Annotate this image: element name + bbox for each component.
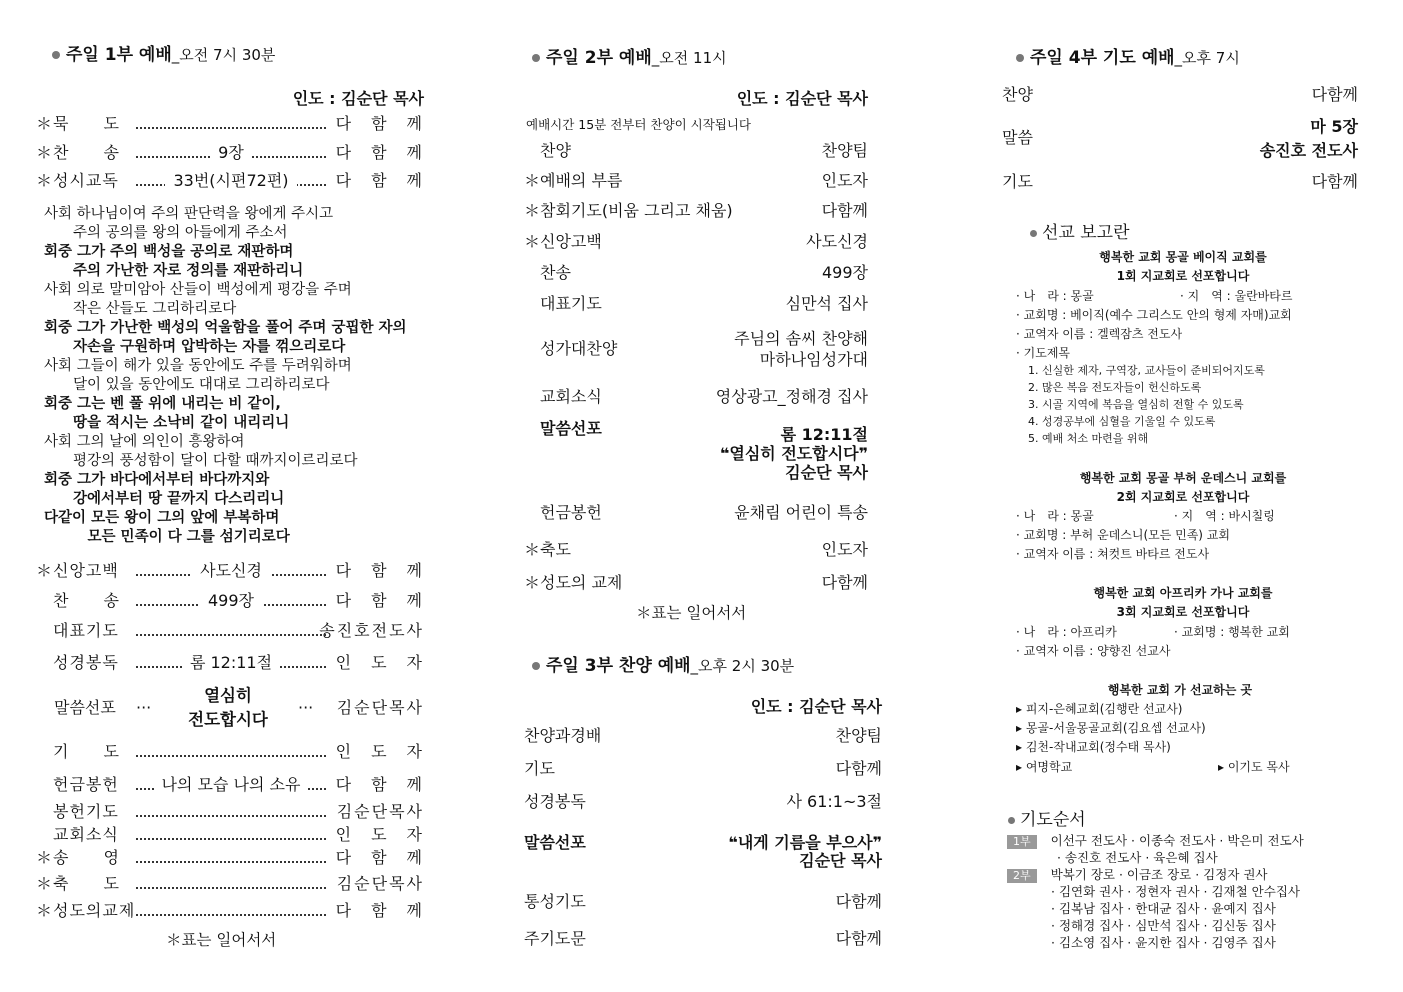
order-item [524, 231, 876, 253]
detail-text: 499장 [200, 591, 262, 610]
sermon-label: 말씀선포 [524, 833, 586, 852]
sermon-dots-right: ··· [298, 698, 314, 717]
title-text: 주일 1부 예배 [66, 45, 172, 65]
responsive-line: 평강의 풍성함이 달이 다할 때까지이르리로다 [44, 453, 358, 469]
order-item-label: 찬양 [524, 141, 571, 160]
news-label: 교회소식 [524, 387, 602, 406]
mission-place: ▸ 여명학교 [1016, 760, 1073, 774]
prayer-order-1-line-1: 이선구 전도사 · 이종숙 전도사 · 박은미 전도사 [1050, 833, 1304, 848]
responsive-line: 회중 그는 벤 풀 위에 내리는 비 같이, [44, 396, 281, 412]
mission2-region: · 지 역 : 바시칠링 [1174, 509, 1275, 523]
mission-place: ▸ 피지-은혜교회(김행란 선교사) [1016, 702, 1183, 716]
order-item [524, 758, 882, 780]
order-item [524, 539, 876, 561]
mission1-head-1: 행복한 교회 몽골 베이직 교회를 [1099, 250, 1267, 264]
choir-row [524, 328, 876, 372]
sermon-scripture: 롬 12:11절 [780, 425, 868, 444]
leader-dots [136, 861, 326, 863]
prayer-order-2-line-4: · 정해경 집사 · 심만석 집사 · 김신동 집사 [1051, 918, 1276, 933]
mission2-church: · 교회명 : 부허 운데스니(모든 민족) 교회 [1016, 528, 1230, 542]
responsive-line: 사회 그의 날에 의인이 흥왕하여 [44, 434, 245, 450]
order-item-label: ＊신앙고백 [524, 232, 602, 251]
order-item [36, 801, 436, 823]
order-item-label: 찬송 [524, 263, 571, 282]
order-item-value: 인 도 자 [335, 653, 424, 672]
order-item-label: ＊참회기도(비움 그리고 채움) [524, 201, 733, 220]
sermon-label: 말씀선포 [54, 698, 116, 717]
responsive-line: 주의 공의를 왕의 아들에게 주소서 [44, 225, 288, 241]
order-item [524, 170, 876, 192]
responsive-line: 회중 그가 가난한 백성의 억울함을 풀어 주며 궁핍한 자의 [44, 320, 407, 336]
detail-text: 33번(시편72편) [165, 171, 296, 190]
order-item-label: ＊신앙고백 [36, 561, 119, 580]
order-item-value: 다 함 께 [335, 561, 424, 580]
mission1-head [1002, 248, 1364, 285]
mission3-head [1002, 584, 1364, 621]
stand-note: ＊표는 일어서서 [636, 604, 747, 622]
detail-text: 9장 [210, 143, 252, 162]
order-item [36, 113, 436, 135]
order-item-value: 다 함 께 [335, 591, 424, 610]
order-item-value: 윤채림 어린이 특송 [734, 503, 868, 522]
responsive-line: 회중 그가 주의 백성을 공의로 재판하며 [44, 244, 294, 260]
leader: 인도 : 김순단 목사 [292, 89, 424, 108]
leader-dots [136, 887, 326, 889]
mission-place: ▸ 김천-작내교회(정수태 목사) [1016, 740, 1171, 754]
bullet-icon [532, 54, 540, 62]
order-item-value: 다 함 께 [335, 775, 424, 794]
order-item-label: ＊송 영 [36, 848, 120, 867]
order-item [36, 560, 436, 582]
order-item [36, 847, 436, 869]
title-text: 주일 2부 예배 [546, 48, 652, 68]
order-item-label: 찬양 [1002, 85, 1033, 104]
order-item-value: 다함께 [835, 759, 882, 778]
order-item-label: ＊묵 도 [36, 114, 120, 133]
order-item-label: 기도 [524, 759, 555, 778]
worship-notice: 예배시간 15분 전부터 찬양이 시작됩니다 [526, 117, 751, 132]
bullet-icon [52, 51, 60, 59]
prayer-order-2 [1007, 866, 1300, 951]
column-service-1 [36, 0, 436, 992]
order-item-label: 성경봉독 [524, 792, 586, 811]
order-item-value: 인도자 [821, 171, 868, 190]
detail-text: 롬 12:11절 [182, 653, 280, 672]
sermon-title: ❝열심히 전도합시다❞ [720, 444, 868, 463]
mission3-church: · 교회명 : 행복한 교회 [1174, 625, 1290, 639]
order-item [36, 774, 436, 796]
order-item-label: 통성기도 [524, 892, 586, 911]
mission4-extra: ▸ 이기도 목사 [1218, 760, 1290, 774]
order-item-label: 성경봉독 [36, 653, 119, 672]
order-item [524, 140, 876, 162]
bullet-icon [1030, 230, 1037, 237]
order-item-value: 찬양팀 [835, 726, 882, 745]
order-item-value: 다 함 께 [335, 901, 424, 920]
sermon-preacher: 김순단 목사 [785, 463, 868, 482]
prayer-label: 기도 [1002, 172, 1033, 191]
order-item-label: 헌금봉헌 [36, 775, 119, 794]
leader-dots [136, 838, 326, 840]
order-item-value: 김순단목사 [336, 802, 424, 821]
mission1-country: · 나 라 : 몽골 [1016, 289, 1094, 303]
order-item-value: 다함께 [1311, 85, 1358, 104]
sermon-label: 말씀 [1002, 128, 1033, 147]
order-item [36, 170, 436, 192]
responsive-line: 회중 그가 바다에서부터 바다까지와 [44, 472, 270, 488]
sermon-preacher: 김순단 목사 [799, 851, 882, 870]
order-item-value: 김순단목사 [336, 874, 424, 893]
order-item-label: ＊예배의 부름 [524, 171, 623, 190]
mission1-region: · 지 역 : 울란바타르 [1180, 289, 1293, 303]
sermon-title-1: 열심히 [204, 686, 252, 705]
sermon-label: 말씀선포 [524, 419, 602, 438]
mission3-worker: · 교역자 이름 : 양향진 선교사 [1016, 644, 1171, 658]
responsive-line: 사회 그들이 해가 있을 동안에도 주를 두려워하며 [44, 358, 352, 374]
badge-part-1: 1부 [1007, 835, 1037, 849]
mission3-country: · 나 라 : 아프리카 [1016, 625, 1117, 639]
sermon-title [184, 684, 272, 732]
prayer-order-title-text: 기도순서 [1020, 810, 1086, 830]
sermon-row [36, 686, 436, 729]
mission1-head-2: 1회 지교회로 선포합니다 [1116, 268, 1250, 283]
mission1-prayer-head: · 기도제목 [1016, 346, 1070, 360]
order-item-value: 다함께 [821, 573, 868, 592]
title-text: 주일 3부 찬양 예배 [546, 656, 691, 676]
bullet-icon [1016, 54, 1024, 62]
order-item-detail [136, 774, 326, 796]
prayer-value: 다함께 [1311, 172, 1358, 191]
mission2-country: · 나 라 : 몽골 [1016, 509, 1094, 523]
responsive-line: 주의 가난한 자로 정의를 재판하리니 [44, 263, 304, 279]
choir-label: 성가대찬양 [524, 339, 618, 358]
order-item [36, 873, 436, 895]
order-item-label: ＊성도의교제 [36, 901, 136, 920]
order-item-label: 봉헌기도 [36, 802, 119, 821]
responsive-line: 모든 민족이 다 그를 섬기리로다 [44, 529, 290, 545]
order-item [524, 891, 882, 913]
detail-text: 사도신경 [192, 561, 270, 580]
mission2-worker: · 교역자 이름 : 쳐컷트 바타르 전도사 [1016, 547, 1210, 561]
title-sub: _오전 7시 30분 [171, 46, 276, 64]
mission1-church: · 교회명 : 베이직(예수 그리스도 안의 형제 자매)교회 [1016, 308, 1292, 322]
news-value: 영상광고_정해경 집사 [715, 387, 868, 406]
responsive-line: 자손을 구원하며 압박하는 자를 꺾으리로다 [44, 339, 346, 355]
order-item [524, 725, 882, 747]
prayer-order-2-line-5: · 김소영 집사 · 윤지한 집사 · 김영주 집사 [1051, 935, 1276, 950]
prayer-order-1-line-2: · 송진호 전도사 · 육은혜 집사 [1057, 850, 1218, 865]
prayer-topic: 2. 많은 복음 전도자들이 헌신하도록 [1028, 381, 1202, 394]
order-item-label: 기 도 [36, 742, 120, 761]
order-item-value: 다 함 께 [335, 143, 424, 162]
order-item-value: 사도신경 [806, 232, 868, 251]
sermon-title-2: 전도합시다 [188, 710, 268, 729]
bullet-icon [1008, 817, 1015, 824]
sermon-row-3 [524, 832, 882, 872]
order-item-value: 심만석 집사 [785, 294, 868, 313]
order-item-detail [136, 590, 326, 612]
stand-note: ＊표는 일어서서 [166, 931, 277, 949]
order-item-value: 사 61:1~3절 [786, 792, 882, 811]
mission-title-text: 선교 보고란 [1042, 223, 1130, 243]
column-service-2 [524, 0, 882, 992]
order-item-value: 499장 [822, 263, 868, 282]
mission3-head-2: 3회 지교회로 선포합니다 [1116, 604, 1250, 619]
title-sub: _오전 11시 [651, 49, 727, 67]
mission4-head: 행복한 교회 가 선교하는 곳 [1107, 683, 1253, 697]
mission-place: ▸ 몽골-서울몽골교회(김요셉 선교사) [1016, 721, 1206, 735]
order-item-label: 교회소식 [36, 825, 119, 844]
section-title-service-1 [52, 40, 275, 65]
order-item-value: 송진호전도사 [319, 621, 424, 640]
title-text: 주일 4부 기도 예배 [1030, 48, 1175, 68]
order-item-label: 주기도문 [524, 929, 586, 948]
order-item [524, 572, 876, 594]
order-item-value: 다 함 께 [335, 848, 424, 867]
order-item-label: ＊성도의 교제 [524, 573, 623, 592]
order-item [36, 741, 436, 763]
leader-dots [136, 914, 326, 916]
prayer-topic: 5. 예배 처소 마련을 위해 [1028, 432, 1149, 445]
order-item-label: 대표기도 [36, 621, 119, 640]
responsive-line: 달이 있을 동안에도 대대로 그리하리로다 [44, 377, 330, 393]
order-item [524, 200, 876, 222]
mission2-head-1: 행복한 교회 몽골 부허 운데스니 교회를 [1079, 471, 1287, 485]
sermon-row [524, 418, 876, 484]
order-item-label: 찬양과경배 [524, 726, 602, 745]
order-item-value: 다 함 께 [335, 171, 424, 190]
order-item [524, 791, 882, 813]
mission2-head-2: 2회 지교회로 선포합니다 [1116, 489, 1250, 504]
leader-dots [136, 127, 326, 129]
prayer-topic: 1. 신실한 제자, 구역장, 교사들이 준비되어지도록 [1028, 364, 1265, 377]
responsive-line: 사회 하나님이여 주의 판단력을 왕에게 주시고 [44, 206, 334, 222]
order-item-label: 찬 송 [36, 591, 120, 610]
responsive-line: 강에서부터 땅 끝까지 다스리리니 [44, 491, 285, 507]
order-item-value: 다 함 께 [335, 114, 424, 133]
news-row [524, 386, 876, 408]
title-sub: _오후 2시 30분 [690, 657, 795, 675]
order-item-label: 대표기도 [524, 294, 602, 313]
section-title-service-3 [532, 651, 794, 676]
order-item [36, 900, 436, 922]
section-title-service-2 [532, 43, 727, 68]
order-item-value: 찬양팀 [821, 141, 868, 160]
sermon-preacher: 김순단목사 [336, 698, 424, 717]
prayer-row [1002, 171, 1364, 193]
mission2-head [1002, 469, 1364, 506]
order-item-label: ＊찬 송 [36, 143, 120, 162]
responsive-line: 땅을 적시는 소낙비 같이 내리리니 [44, 415, 290, 431]
order-item-detail [136, 142, 326, 164]
prayer-topic: 4. 성경공부에 심혈을 기울일 수 있도록 [1028, 415, 1216, 428]
order-item-value: 인 도 자 [335, 742, 424, 761]
order-item [524, 293, 876, 315]
prayer-order-1 [1007, 832, 1304, 866]
order-item [36, 620, 436, 642]
choir-name: 마하나임성가대 [759, 350, 868, 369]
order-item [1002, 84, 1364, 106]
order-item-value: 인 도 자 [335, 825, 424, 844]
section-title-service-4 [1016, 43, 1240, 68]
order-item [524, 928, 882, 950]
order-item [36, 590, 436, 612]
choir-song: 주님의 솜씨 찬양해 [734, 329, 868, 348]
order-item-value: 인도자 [821, 540, 868, 559]
mission3-head-1: 행복한 교회 아프리카 가나 교회를 [1093, 586, 1273, 600]
order-item [524, 262, 876, 284]
bullet-icon [532, 662, 540, 670]
sermon-title: ❝내게 기름을 부으사❞ [728, 833, 882, 852]
order-item-value: 다함께 [821, 201, 868, 220]
leader-dots [136, 755, 326, 757]
leader-3: 인도 : 김순단 목사 [750, 697, 882, 716]
prayer-order-2-line-2: · 김연화 권사 · 정현자 권사 · 김재철 안수집사 [1051, 884, 1300, 899]
title-sub: _오후 7시 [1174, 49, 1240, 67]
order-item [36, 142, 436, 164]
leader-dots [136, 634, 326, 636]
order-item-detail [136, 652, 326, 674]
prayer-order-2-line-3: · 김복남 집사 · 한대균 집사 · 윤예지 집사 [1051, 901, 1276, 916]
order-item-label: ＊축 도 [36, 874, 120, 893]
order-item-value: 다함께 [835, 892, 882, 911]
prayer-order-title [1008, 805, 1086, 830]
order-item-value: 다함께 [835, 929, 882, 948]
leader-dots [136, 815, 326, 817]
sermon-row [1002, 116, 1364, 162]
order-item-detail [136, 560, 326, 582]
sermon-dots-left: ··· [136, 698, 152, 717]
order-item-detail [136, 170, 326, 192]
order-item-label: ＊축도 [524, 540, 571, 559]
detail-text: 나의 모습 나의 소유 [154, 775, 309, 794]
responsive-line: 다같이 모든 왕이 그의 앞에 부복하며 [44, 510, 280, 526]
order-item [36, 824, 436, 846]
sermon-scripture: 마 5장 [1310, 117, 1358, 136]
sermon-preacher: 송진호 전도사 [1259, 141, 1358, 160]
prayer-topic: 3. 시골 지역에 복음을 열심히 전할 수 있도록 [1028, 398, 1244, 411]
badge-part-2: 2부 [1007, 869, 1037, 883]
order-item [524, 502, 876, 524]
responsive-line: 작은 산들도 그리하리로다 [44, 301, 237, 317]
responsive-line: 사회 의로 말미암아 산들이 백성에게 평강을 주며 [44, 282, 352, 298]
mission1-worker: · 교역자 이름 : 겔렉잠츠 전도사 [1016, 327, 1183, 341]
mission-title [1030, 218, 1130, 243]
prayer-order-2-line-1: 박복기 장로 · 이금조 장로 · 김정자 권사 [1050, 867, 1268, 882]
order-item-label: ＊성시교독 [36, 171, 119, 190]
order-item [36, 652, 436, 674]
order-item-label: 헌금봉헌 [524, 503, 602, 522]
column-service-4 [1002, 0, 1364, 992]
leader: 인도 : 김순단 목사 [736, 89, 868, 108]
